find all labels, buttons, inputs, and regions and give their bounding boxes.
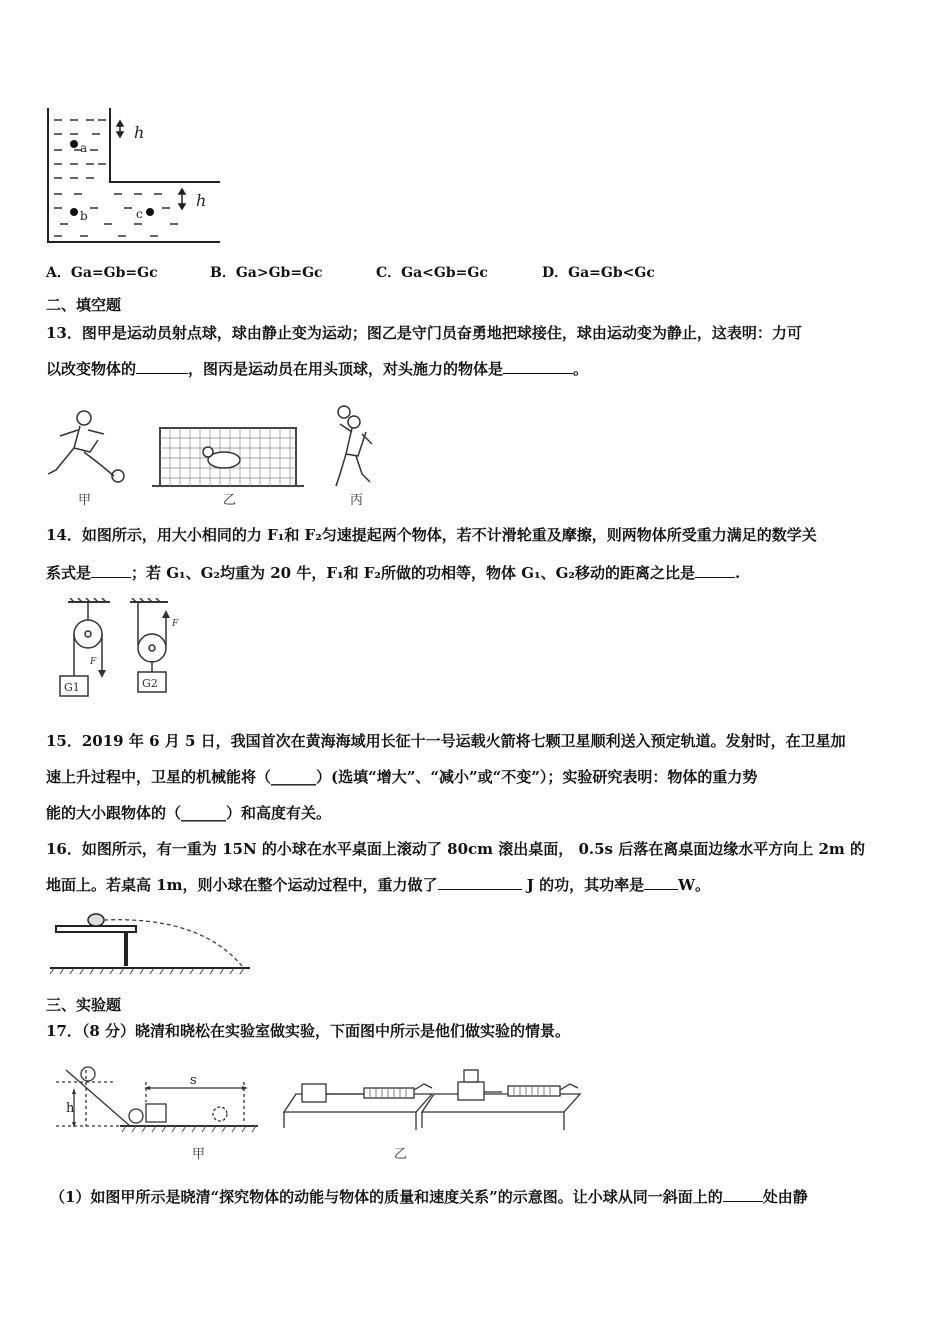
option-d[interactable]: D．Ga=Gb<Gc [542,265,655,281]
q15-line3: 能的大小跟物体的（______）和高度有关。 [46,804,332,822]
q14-line2: 系式是 ；若 G₁、G₂均重为 20 牛，F₁和 F₂所做的功相等，物体 G₁、G₂移动的距离之比是 . [46,564,741,582]
fig12-label-b: b [80,209,88,223]
fig12-label-h-top: h [134,123,145,142]
q17-blank1[interactable] [723,1187,763,1202]
q14-pulley-diagram [50,598,200,700]
option-a[interactable]: A．Ga=Gb=Gc [46,265,158,281]
q14-line1: 14．如图所示，用大小相同的力 F₁和 F₂匀速提起两个物体，若不计滑轮重及摩擦，则两物体所受重力满足的数学关 [46,526,817,544]
q17-caption-yi: 乙 [394,1147,408,1162]
q16-line1: 16．如图所示，有一重为 15N 的小球在水平桌面上滚动了 80cm 滚出桌面， 0.5s 后落在离桌面边缘水平方向上 2m 的 [46,840,865,858]
option-c[interactable]: C．Ga<Gb=Gc [376,265,488,281]
section-heading-experiment: 三、实验题 [46,996,122,1014]
q14-label-g2: G2 [142,677,158,690]
q15-line2: 速上升过程中，卫星的机械能将（______）(选填“增大”、“减小”或“不变”）；实验研究表明：物体的重力势 [46,768,758,786]
fig12-label-a: a [80,141,88,155]
q17-caption-jia: 甲 [192,1147,206,1162]
fig12-label-c: c [136,207,143,221]
section-heading-fill-in: 二、填空题 [46,296,122,314]
q13-caption-jia: 甲 [78,493,92,508]
q13-figures [40,404,400,512]
q13-blank2[interactable] [503,359,573,374]
q16-table-ball-diagram [50,910,256,976]
q16-blank1[interactable] [438,875,522,890]
q14-label-f-left: F [90,657,97,667]
q17-sub1: （1）如图甲所示是晓清“探究物体的动能与物体的质量和速度关系”的示意图。让小球从同一斜面上的 处由静 [50,1188,808,1206]
q17-line1: 17．（8 分）晓清和晓松在实验室做实验，下面图中所示是他们做实验的情景。 [46,1022,571,1040]
q14-blank1[interactable] [91,563,131,578]
q13-line2: 以改变物体的 ，图丙是运动员在用头顶球，对头施力的物体是 。 [46,360,589,378]
option-b[interactable]: B．Ga>Gb=Gc [210,265,323,281]
q17-label-h: h [66,1101,75,1116]
q14-label-g1: G1 [64,681,80,694]
q17-label-s: s [190,1073,197,1088]
q16-line2: 地面上。若桌高 1m，则小球在整个运动过程中，重力做了 J 的功，其功率是 W。 [46,876,710,894]
fig12-container-diagram [40,100,220,250]
q15-line1: 15．2019 年 6 月 5 日，我国首次在黄海海域用长征十一号运载火箭将七颗卫星顺利送入预定轨道。发射时，在卫星加 [46,732,846,750]
q13-caption-yi: 乙 [223,493,237,508]
q13-caption-bing: 丙 [350,493,364,508]
fig12-label-h-bottom: h [196,191,207,210]
q13-blank1[interactable] [136,359,188,374]
q17-experiment-diagrams [46,1060,596,1164]
q16-blank2[interactable] [644,875,678,890]
q13-line1: 13．图甲是运动员射点球，球由静止变为运动；图乙是守门员奋勇地把球接住，球由运动变为静止，这表明：力可 [46,324,802,342]
q14-label-f-right: F [172,619,179,629]
q14-blank2[interactable] [695,563,735,578]
